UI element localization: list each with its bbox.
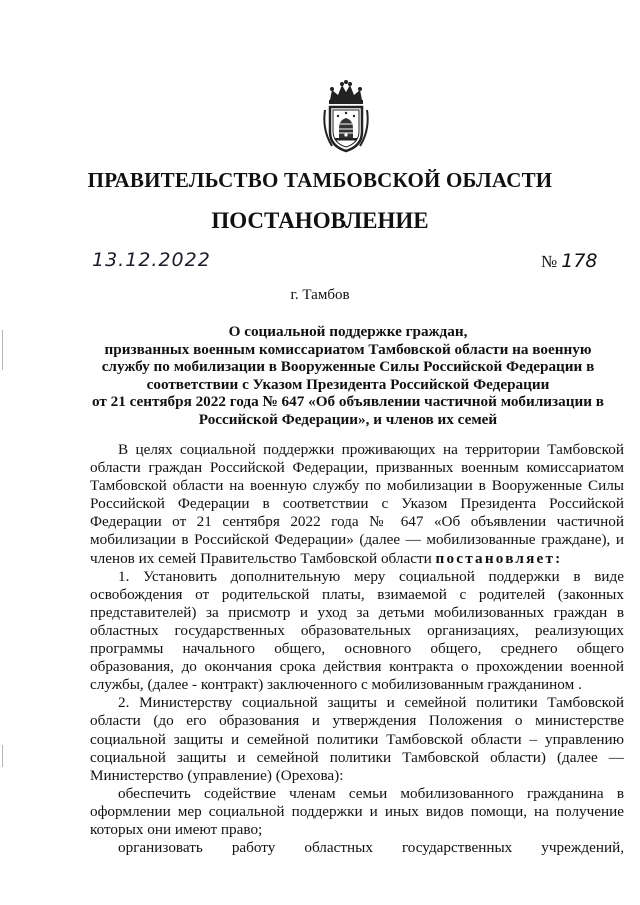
body-line: областных государственных образовательных организациях, реализующих	[90, 621, 624, 639]
body-text: членов их семей Правительство Тамбовской области	[90, 549, 436, 567]
number-value: 178	[561, 250, 598, 272]
document-subject	[80, 323, 616, 428]
document-date: 13.12.2022	[92, 249, 211, 271]
subject-line: соответствии с Указом Президента Российской Федерации	[146, 375, 550, 393]
body-line: области (до его образования и утверждения Положения о министерстве	[90, 712, 624, 730]
body-line: Министерство (управление) (Орехова):	[90, 766, 344, 784]
tambov-coat-of-arms-icon	[322, 80, 370, 156]
document-number	[541, 250, 598, 272]
body-line: Федерации от 21 сентября 2022 года № 647 «Об объявлении частичной	[90, 513, 624, 531]
body-line: мобилизации в Российской Федерации» (далее — мобилизованные граждане), и	[90, 531, 624, 549]
body-line: социальной защиты и семейной политики Тамбовской области) (далее —	[90, 748, 624, 766]
body-line: 2. Министерству социальной защиты и семейной политики Тамбовской	[118, 694, 624, 712]
subject-line: призванных военным комиссариатом Тамбовской области на военную	[104, 340, 592, 358]
document-body	[90, 441, 624, 857]
body-line: освобождения от родительской платы, взимаемой с родителей (законных	[90, 585, 624, 603]
body-line: обеспечить содействие членам семьи мобилизованного гражданина в	[118, 784, 624, 802]
subject-line: службу по мобилизации в Вооруженные Силы Российской Федерации в	[101, 358, 595, 375]
decree-keyword: постановляет:	[435, 549, 563, 567]
government-title: ПРАВИТЕЛЬСТВО ТАМБОВСКОЙ ОБЛАСТИ	[87, 168, 553, 192]
body-line: образования, до окончания срока действия контракта о прохождении военной	[90, 658, 624, 676]
body-line: 1. Установить дополнительную меру социальной поддержки в виде	[118, 567, 624, 585]
subject-line: Российской Федерации», и членов их семей	[198, 410, 498, 428]
body-line: В целях социальной поддержки проживающих на территории Тамбовской	[118, 441, 624, 458]
body-line: службы, (далее - контракт) заключенного с мобилизованным гражданином .	[90, 676, 582, 694]
body-line: представителей) за присмотр и уход за детьми мобилизованных граждан в	[90, 603, 624, 621]
body-line	[90, 550, 624, 568]
subject-line: от 21 сентября 2022 года № 647 «Об объявлении частичной мобилизации в	[92, 393, 604, 410]
body-line: которых они имеют право;	[90, 820, 263, 838]
body-line: Тамбовской области на военную службу по мобилизации в Вооруженные Силы	[90, 477, 624, 495]
number-label: №	[541, 252, 558, 271]
body-line: области граждан Российской Федерации, призванных военным комиссариатом	[90, 459, 624, 477]
scan-margin-mark	[2, 330, 3, 370]
document-city: г. Тамбов	[290, 287, 350, 303]
body-line: программы начального общего, основного общего, среднего общего	[90, 640, 624, 658]
body-line: оформлении мер социальной поддержки и иных видов помощи, на получение	[90, 802, 624, 820]
body-line: Российской Федерации в соответствии с Указом Президента Российской	[90, 495, 624, 513]
body-line: организовать работу областных государственных учреждений,	[118, 839, 624, 857]
subject-line: О социальной поддержке граждан,	[228, 323, 468, 340]
body-line: социальной защиты и семейной политики Тамбовской области – управлению	[90, 730, 624, 748]
scan-margin-mark	[2, 745, 3, 767]
document-type: ПОСТАНОВЛЕНИЕ	[211, 208, 429, 233]
